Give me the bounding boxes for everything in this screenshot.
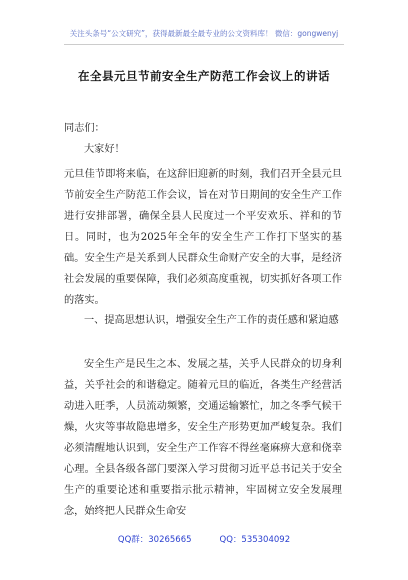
header-divider xyxy=(64,44,344,45)
footer-qq-group: QQ群：30265665 xyxy=(117,535,192,545)
header-banner: 关注头条号“公文研究”，获得最新最全最专业的公文资料库！ 微信：gongwenyj xyxy=(69,29,339,38)
section-heading-1: 一、提高思想认识，增强安全生产工作的责任感和紧迫感 xyxy=(84,315,339,326)
paragraph-intro: 元旦佳节即将来临，在这辞旧迎新的时刻，我们召开全县元旦节前安全生产防范工作会议，旨在对节日期间的安全生产工作进行安排部署，确保全县人民度过一个平安欢乐、祥和的节日。同时，也为2025年全年的安全生产工作打下坚实的基础。安全生产是关系到人民群众生命财产安全的大事，是经济社会发展的重要保障，我们必须高度重视，切实抓好各项工作的落实。 xyxy=(64,169,342,306)
greeting-line: 大家好！ xyxy=(84,144,125,155)
salutation-line: 同志们： xyxy=(64,123,105,134)
paragraph-section-1: 安全生产是民生之本、发展之基，关乎人民群众的切身利益，关乎社会的和谐稳定。随着元旦的临近，各类生产经营活动进入旺季，人员流动频繁，交通运输繁忙，加之冬季气候干燥，火灾等事故隐患增多，安全生产形势更加严峻复杂。我们必须清醒地认识到，安全生产工作容不得丝毫麻痹大意和侥幸心理。全县各级各部门要深入学习贯彻习近平总书记关于安全生产的重要论述和重要指示批示精神，牢固树立安全发展理念，始终把人民群众生命安 xyxy=(64,359,342,517)
salutation xyxy=(64,118,342,160)
footer-qq: QQ：535304092 xyxy=(219,535,291,545)
footer-contact xyxy=(0,533,408,545)
document-title: 在全县元旦节前安全生产防范工作会议上的讲话 xyxy=(78,69,330,83)
